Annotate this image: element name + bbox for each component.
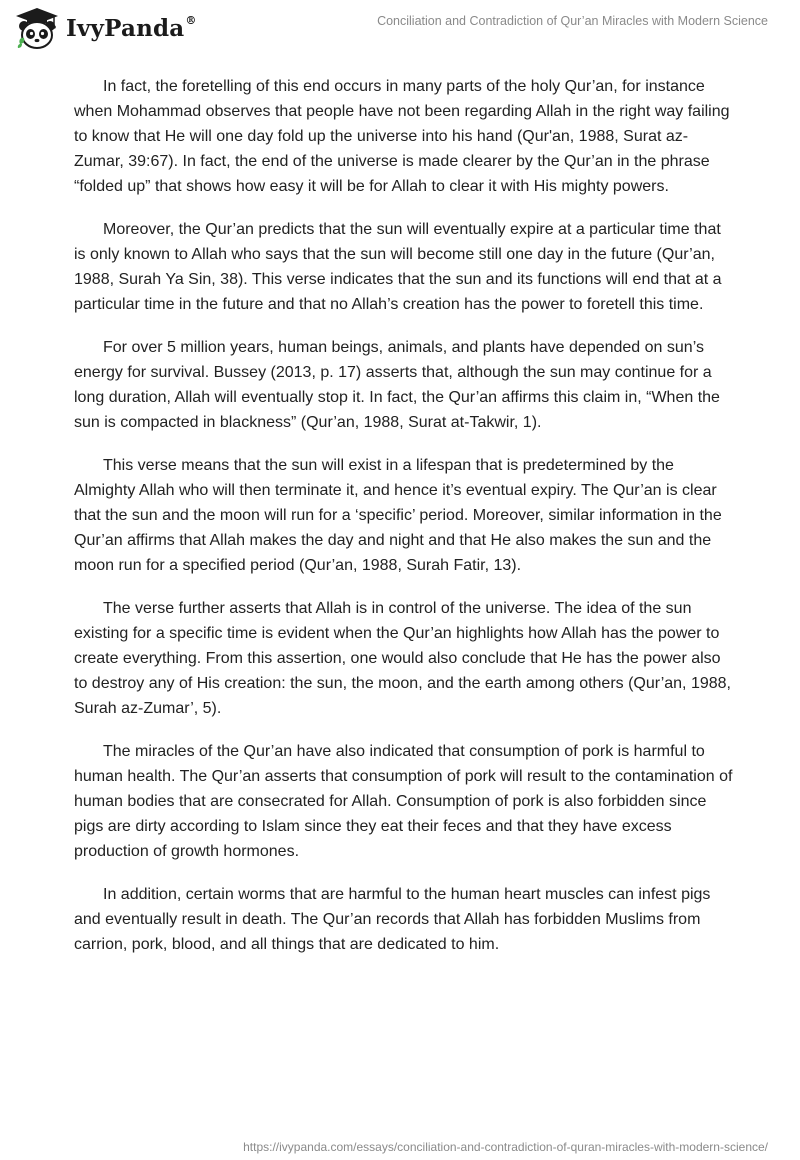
- paragraph-7: In addition, certain worms that are harmful to the human heart muscles can infest pigs and eventually result in death. The Qur’an records that Allah has forbidden Muslims from carrion, pork, blood, and all things that are dedicated to him.: [74, 886, 711, 953]
- brand-name: IvyPanda®: [66, 13, 197, 42]
- paragraph-2: Moreover, the Qur’an predicts that the sun will eventually expire at a particular time that is only known to Allah who says that the sun will become still one day in the future (Qur’an, 1988, Surah Ya Sin, 38). This verse indicates that the sun and its functions will end that at a particular time in the future and that no Allah’s creation has the power to foretell this time.: [74, 221, 722, 313]
- essay-body: [74, 74, 734, 975]
- source-url[interactable]: https://ivypanda.com/essays/conciliation-and-contradiction-of-quran-miracles-with-modern-science/: [243, 1140, 768, 1154]
- document-title: Conciliation and Contradiction of Qur’an Miracles with Modern Science: [377, 14, 768, 28]
- ivypanda-logo[interactable]: [14, 6, 197, 50]
- paragraph-4: This verse means that the sun will exist in a lifespan that is predetermined by the Almighty Allah who will then terminate it, and hence it’s eventual expiry. The Qur’an is clear that the sun and the moon will run for a ‘specific’ period. Moreover, similar information in the Qur’an affirms that Allah makes the day and night and that He also makes the sun and the moon run for a specified period (Qur’an, 1988, Surah Fatir, 13).: [74, 457, 722, 574]
- paragraph-6: The miracles of the Qur’an have also indicated that consumption of pork is harmful to human health. The Qur’an asserts that consumption of pork will result to the contamination of human bodies that are consecrated for Allah. Consumption of pork is also forbidden since pigs are dirty according to Islam since they eat their feces and that they have excess production of growth hormones.: [74, 743, 733, 860]
- paragraph-5: The verse further asserts that Allah is in control of the universe. The idea of the sun existing for a specific time is evident when the Qur’an highlights how Allah has the power to create everything. From this assertion, one would also conclude that He has the power also to destroy any of His creation: the sun, the moon, and the earth among others (Qur’an, 1988, Surah az-Zumar’, 5).: [74, 600, 731, 717]
- paragraph-1: In fact, the foretelling of this end occurs in many parts of the holy Qur’an, for instance when Mohammad observes that people have not been regarding Allah in the right way failing to know that He will one day fold up the universe into his hand (Qur'an, 1988, Surat az-Zumar, 39:67). In fact, the end of the universe is made clearer by the Qur’an in the phrase “folded up” that shows how easy it will be for Allah to clear it with His mighty powers.: [74, 78, 730, 195]
- panda-graduate-icon: [14, 6, 60, 50]
- page-header: [0, 0, 800, 62]
- registered-mark: ®: [185, 13, 197, 27]
- paragraph-3: For over 5 million years, human beings, animals, and plants have depended on sun’s energy for survival. Bussey (2013, p. 17) asserts that, although the sun may continue for a long duration, Allah will eventually stop it. In fact, the Qur’an affirms this claim in, “When the sun is compacted in blackness” (Qur’an, 1988, Surat at-Takwir, 1).: [74, 339, 720, 431]
